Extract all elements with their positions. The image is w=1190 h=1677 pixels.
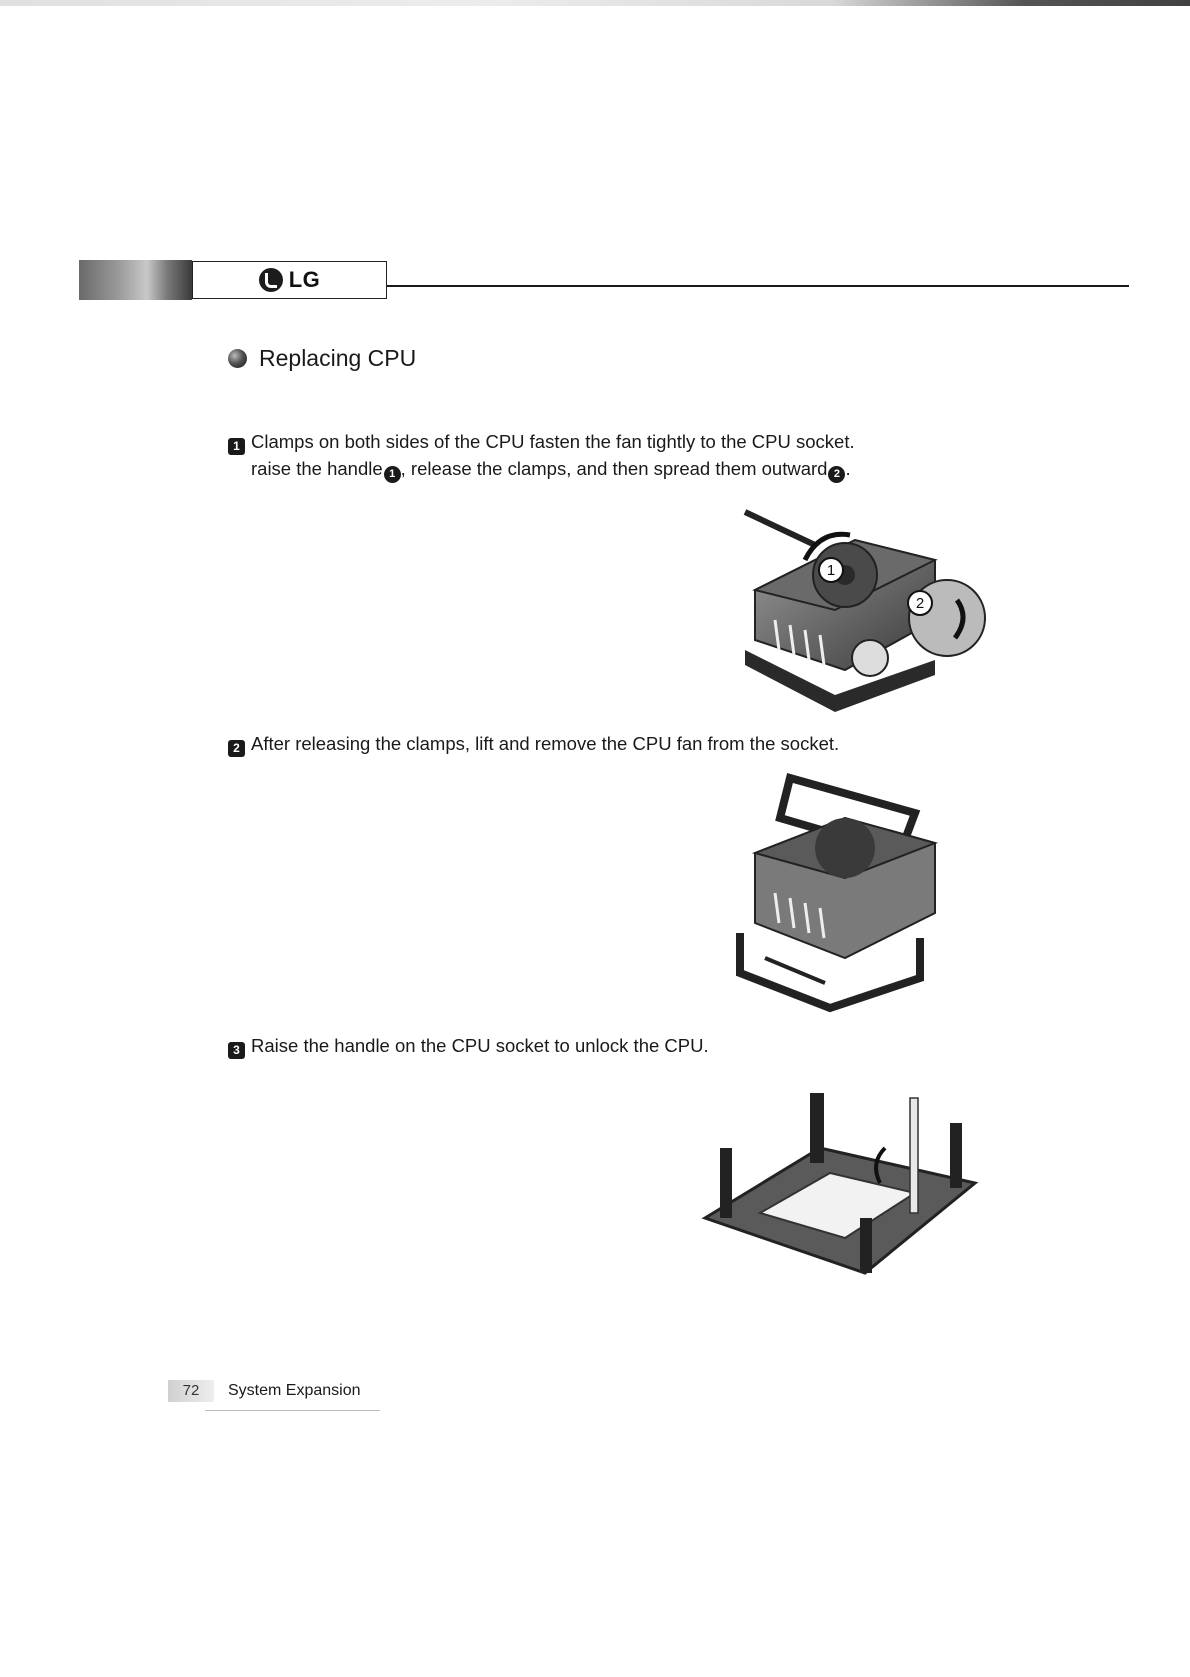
step-number-badge: 3 [228, 1042, 245, 1059]
step-3-text: Raise the handle on the CPU socket to unlock the CPU. [251, 1035, 709, 1056]
header-gradient-band [79, 260, 192, 300]
step-number-badge: 2 [228, 740, 245, 757]
step-number-badge: 1 [228, 438, 245, 455]
section-heading [228, 345, 416, 372]
callout-2-label: 2 [915, 595, 925, 612]
circled-number-2-icon: 2 [828, 466, 845, 483]
page-top-edge [0, 0, 1190, 6]
callout-1-label: 1 [826, 562, 836, 579]
page-number: 72 [168, 1380, 214, 1402]
step-2-text: After releasing the clamps, lift and remove the CPU fan from the socket. [251, 733, 840, 754]
step-1-text-b: , release the clamps, and then spread them outward [400, 458, 828, 479]
section-title: Replacing CPU [259, 345, 417, 371]
cpu-fan-removal-illustration [735, 773, 945, 1013]
brand-name: LG [288, 267, 321, 292]
step-1-text-c: . [845, 458, 851, 479]
step-3 [228, 1032, 709, 1059]
lg-logo-icon [259, 268, 283, 292]
step-1-text-a: raise the handle [251, 458, 383, 479]
header-rule [387, 285, 1129, 287]
step-1-line-2 [228, 455, 855, 483]
footer-section-label: System Expansion [228, 1382, 361, 1399]
step-1-text: Clamps on both sides of the CPU fasten the fan tightly to the CPU socket. [251, 431, 855, 452]
step-1 [228, 428, 855, 483]
circled-number-1-icon: 1 [384, 466, 401, 483]
bullet-ball-icon [228, 349, 247, 368]
cpu-socket-handle-illustration [700, 1088, 980, 1278]
step-1-line-1 [228, 428, 855, 455]
footer-rule [205, 1410, 380, 1411]
cpu-fan-clamp-illustration [735, 500, 997, 712]
step-2 [228, 730, 839, 757]
brand-logo-box [192, 261, 387, 299]
